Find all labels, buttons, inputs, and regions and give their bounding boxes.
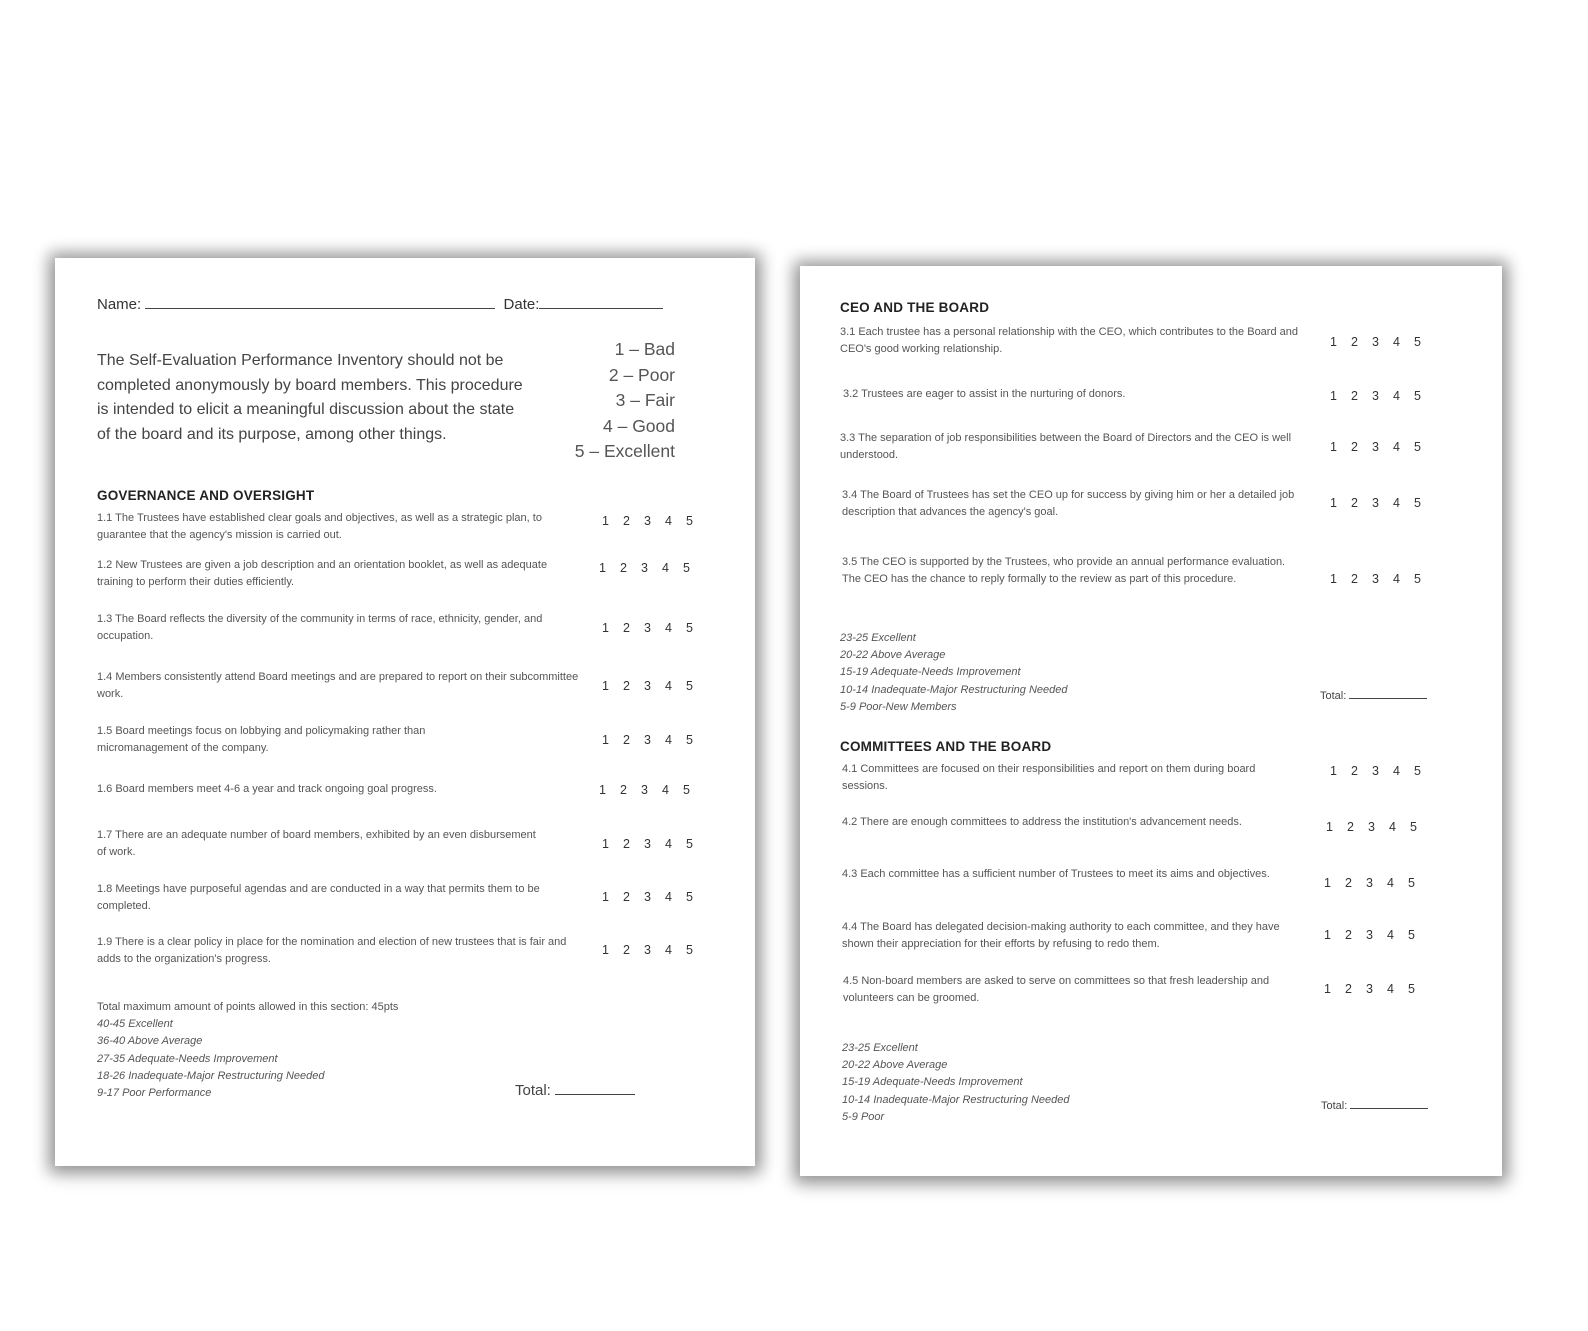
question-item: 4.2 There are enough committees to address the institution's advancement needs.	[842, 816, 1242, 828]
section-title-governance: GOVERNANCE AND OVERSIGHT	[97, 488, 315, 503]
question-item: 3.3 The separation of job responsibilities between the Board of Directors and the CEO is well understood.	[840, 432, 1292, 461]
date-field[interactable]	[539, 294, 663, 309]
rating-options[interactable]: 1 2 3 4 5	[1330, 572, 1421, 586]
question-item: 1.1 The Trustees have established clear goals and objectives, as well as a strategic plan, to guarantee that the agency's mission is carried out.	[97, 512, 542, 541]
name-field[interactable]	[145, 294, 495, 309]
question-item: 3.1 Each trustee has a personal relationship with the CEO, which contributes to the Board and CEO's good working relationship.	[840, 326, 1298, 355]
legend-intro: Total maximum amount of points allowed in this section: 45pts	[97, 1001, 399, 1013]
name-date-row	[97, 294, 663, 313]
question-item: 1.4 Members consistently attend Board meetings and are prepared to report on their subcommittee work.	[97, 671, 579, 700]
name-label: Name:	[97, 296, 142, 313]
question-item: 4.4 The Board has delegated decision-making authority to each committee, and they have shown their appreciation for their efforts by refusing to redo them.	[842, 921, 1280, 950]
total-label: Total:	[515, 1082, 551, 1099]
scale-entry: 2 – Poor	[608, 364, 675, 385]
section-total	[515, 1080, 635, 1099]
score-legend	[97, 999, 517, 1102]
section-title-ceo: CEO AND THE BOARD	[840, 300, 990, 315]
rating-options[interactable]: 1 2 3 4 5	[1330, 335, 1421, 349]
rating-options[interactable]: 1 2 3 4 5	[599, 561, 690, 575]
legend-entry: 36-40 Above Average	[97, 1035, 203, 1048]
question-item: 1.2 New Trustees are given a job description and an orientation booklet, as well as adequate training to perform their duties efficiently.	[97, 559, 548, 588]
legend-entry: 20-22 Above Average	[840, 649, 946, 662]
total-label: Total:	[1321, 1100, 1348, 1112]
legend-entry: 23-25 Excellent	[840, 632, 916, 644]
question-item: 1.6 Board members meet 4-6 a year and track ongoing goal progress.	[97, 783, 437, 795]
score-legend	[842, 1040, 1222, 1126]
question-item: 4.5 Non-board members are asked to serve on committees so that fresh leadership and volunteers can be groomed.	[843, 975, 1270, 1004]
rating-options[interactable]: 1 2 3 4 5	[602, 514, 693, 528]
rating-options[interactable]: 1 2 3 4 5	[1324, 928, 1415, 942]
legend-entry: 23-25 Excellent	[842, 1042, 918, 1054]
rating-options[interactable]: 1 2 3 4 5	[1326, 820, 1417, 834]
question-item: 1.7 There are an adequate number of board members, exhibited by an even disbursement of work.	[97, 829, 536, 858]
question-item: 1.5 Board meetings focus on lobbying and policymaking rather than micromanagement of the company.	[97, 725, 426, 754]
scale-entry: 1 – Bad	[614, 339, 675, 359]
legend-entry: 18-26 Inadequate-Major Restructuring Needed	[97, 1069, 325, 1082]
legend-entry: 27-35 Adequate-Needs Improvement	[97, 1052, 278, 1065]
intro-paragraph: The Self-Evaluation Performance Inventory should not be completed anonymously by board members. This procedure is intended to elicit a meaningful discussion about the state of the board and its purpose, among other things.	[97, 352, 523, 443]
rating-scale-key	[555, 337, 675, 465]
rating-options[interactable]: 1 2 3 4 5	[1330, 440, 1421, 454]
section-total	[1320, 688, 1427, 702]
section-title-committees: COMMITTEES AND THE BOARD	[840, 739, 1052, 754]
legend-entry: 5-9 Poor-New Members	[840, 700, 957, 713]
rating-options[interactable]: 1 2 3 4 5	[1324, 876, 1415, 890]
rating-options[interactable]: 1 2 3 4 5	[602, 679, 693, 693]
scale-entry: 4 – Good	[603, 415, 675, 436]
question-item: 4.1 Committees are focused on their responsibilities and report on them during board sessions.	[842, 763, 1256, 792]
date-label: Date:	[503, 296, 540, 313]
rating-options[interactable]: 1 2 3 4 5	[602, 621, 693, 635]
question-item: 1.3 The Board reflects the diversity of the community in terms of race, ethnicity, gender, and occupation.	[97, 613, 543, 642]
rating-options[interactable]: 1 2 3 4 5	[1330, 389, 1421, 403]
score-legend	[840, 630, 1220, 716]
rating-options[interactable]: 1 2 3 4 5	[599, 783, 690, 797]
question-item: 1.9 There is a clear policy in place for the nomination and election of new trustees that is fair and adds to the organization's progress.	[97, 936, 567, 965]
legend-entry: 40-45 Excellent	[97, 1018, 173, 1031]
rating-options[interactable]: 1 2 3 4 5	[1330, 764, 1421, 778]
question-item: 3.2 Trustees are eager to assist in the nurturing of donors.	[843, 388, 1126, 400]
form-page-2	[800, 266, 1502, 1176]
legend-entry: 5-9 Poor	[842, 1110, 885, 1123]
form-page-1	[55, 258, 755, 1166]
legend-entry: 15-19 Adequate-Needs Improvement	[840, 666, 1021, 679]
rating-options[interactable]: 1 2 3 4 5	[602, 733, 693, 747]
section-total	[1321, 1098, 1428, 1112]
legend-entry: 10-14 Inadequate-Major Restructuring Needed	[842, 1093, 1070, 1106]
legend-entry: 20-22 Above Average	[842, 1059, 948, 1072]
rating-options[interactable]: 1 2 3 4 5	[602, 943, 693, 957]
rating-options[interactable]: 1 2 3 4 5	[602, 837, 693, 851]
question-item: 3.4 The Board of Trustees has set the CEO up for success by giving him or her a detailed job description that advances the agency's goal.	[842, 489, 1295, 518]
legend-entry: 9-17 Poor Performance	[97, 1087, 212, 1100]
question-item: 4.3 Each committee has a sufficient number of Trustees to meet its aims and objectives.	[842, 868, 1270, 880]
legend-entry: 10-14 Inadequate-Major Restructuring Needed	[840, 683, 1068, 696]
rating-options[interactable]: 1 2 3 4 5	[1324, 982, 1415, 996]
rating-options[interactable]: 1 2 3 4 5	[1330, 496, 1421, 510]
total-label: Total:	[1320, 690, 1347, 702]
question-item: 1.8 Meetings have purposeful agendas and are conducted in a way that permits them to be completed.	[97, 883, 540, 912]
legend-entry: 15-19 Adequate-Needs Improvement	[842, 1076, 1023, 1089]
total-field[interactable]	[1349, 688, 1427, 699]
rating-options[interactable]: 1 2 3 4 5	[602, 890, 693, 904]
scale-entry: 5 – Excellent	[574, 441, 675, 461]
total-field[interactable]	[555, 1080, 635, 1095]
question-item: 3.5 The CEO is supported by the Trustees, who provide an annual performance evaluation. The CEO has the chance to reply formally to the review as part of this procedure.	[842, 556, 1286, 585]
total-field[interactable]	[1350, 1098, 1428, 1109]
scale-entry: 3 – Fair	[615, 390, 675, 410]
